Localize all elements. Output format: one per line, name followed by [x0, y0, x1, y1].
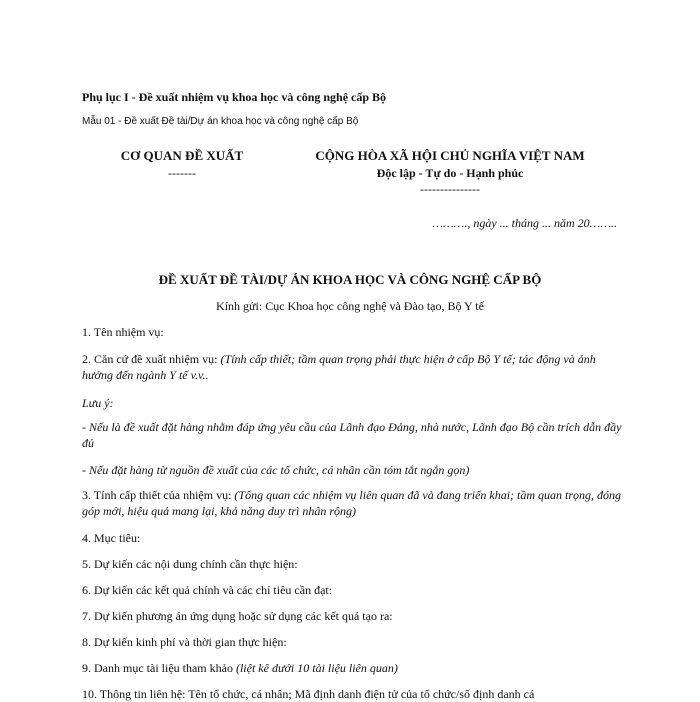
item-10-contact: 10. Thông tin liên hệ: Tên tổ chức, cá nhân; Mã định danh điện tử của tổ chức/số định danh cá [82, 687, 535, 701]
agency-name: CƠ QUAN ĐỀ XUẤT [120, 148, 244, 163]
item-2-lead: 2. Căn cứ đề xuất nhiệm vụ: [82, 352, 221, 366]
motto-divider: --------------- [420, 182, 480, 196]
item-5-contents: 5. Dự kiến các nội dung chính cần thực hiện: [82, 557, 298, 571]
note-line-1: - Nếu là đề xuất đặt hàng nhằm đáp ứng yêu cầu của Lãnh đạo Đảng, nhà nước, Lãnh đạo Bộ cần trích dẫn đầy đủ [82, 420, 622, 450]
item-8-budget: 8. Dự kiến kinh phí và thời gian thực hiện: [82, 635, 287, 649]
item-2-basis [82, 351, 622, 383]
item-4-objective: 4. Mục tiêu: [82, 531, 141, 545]
item-9-lead: 9. Danh mục tài liệu tham khảo [82, 661, 236, 675]
document-title: ĐỀ XUẤT ĐỀ TÀI/DỰ ÁN KHOA HỌC VÀ CÔNG NGHỆ CẤP BỘ [158, 272, 542, 287]
item-7-application: 7. Dự kiến phương án ứng dụng hoặc sử dụng các kết quả tạo ra: [82, 609, 393, 623]
item-3-lead: 3. Tính cấp thiết của nhiệm vụ: [82, 488, 235, 502]
nation-name: CỘNG HÒA XÃ HỘI CHỦ NGHĨA VIỆT NAM [315, 148, 585, 163]
note-title: Lưu ý: [82, 396, 114, 410]
recipient-line: Kính gửi: Cục Khoa học công nghệ và Đào tạo, Bộ Y tế [216, 299, 484, 313]
item-9-detail: (liệt kê dưới 10 tài liệu liên quan) [235, 661, 398, 675]
item-2-detail: (Tính cấp thiết; tầm quan trọng phải thực hiện ở cấp Bộ Y tế; tác động và ảnh hưởng đến ngành Y tế v.v.. [82, 352, 596, 382]
appendix-title: Phụ lục I - Đề xuất nhiệm vụ khoa học và công nghệ cấp Bộ [82, 90, 387, 104]
item-1-name: 1. Tên nhiệm vụ: [82, 325, 164, 339]
date-line: ………., ngày ... tháng ... năm 20…….. [432, 216, 617, 230]
nation-motto: Độc lập - Tự do - Hạnh phúc [376, 166, 524, 180]
form-label: Mẫu 01 - Đề xuất Đề tài/Dự án khoa học và công nghệ cấp Bộ [82, 116, 359, 127]
agency-divider: ------- [168, 166, 196, 180]
note-line-2: - Nếu đặt hàng từ nguồn đề xuất của các tổ chức, cá nhân cần tóm tắt ngắn gọn) [82, 463, 470, 477]
item-3-detail: (Tổng quan các nhiệm vụ liên quan đã và đang triển khai; tầm quan trọng, đóng góp mới, hiệu quả mang lại, khả năng duy trì nhân rộng) [82, 488, 622, 518]
item-6-results: 6. Dự kiến các kết quả chính và các chỉ tiêu cần đạt: [82, 583, 333, 597]
item-3-necessity [82, 487, 622, 519]
item-9-references [82, 660, 398, 676]
